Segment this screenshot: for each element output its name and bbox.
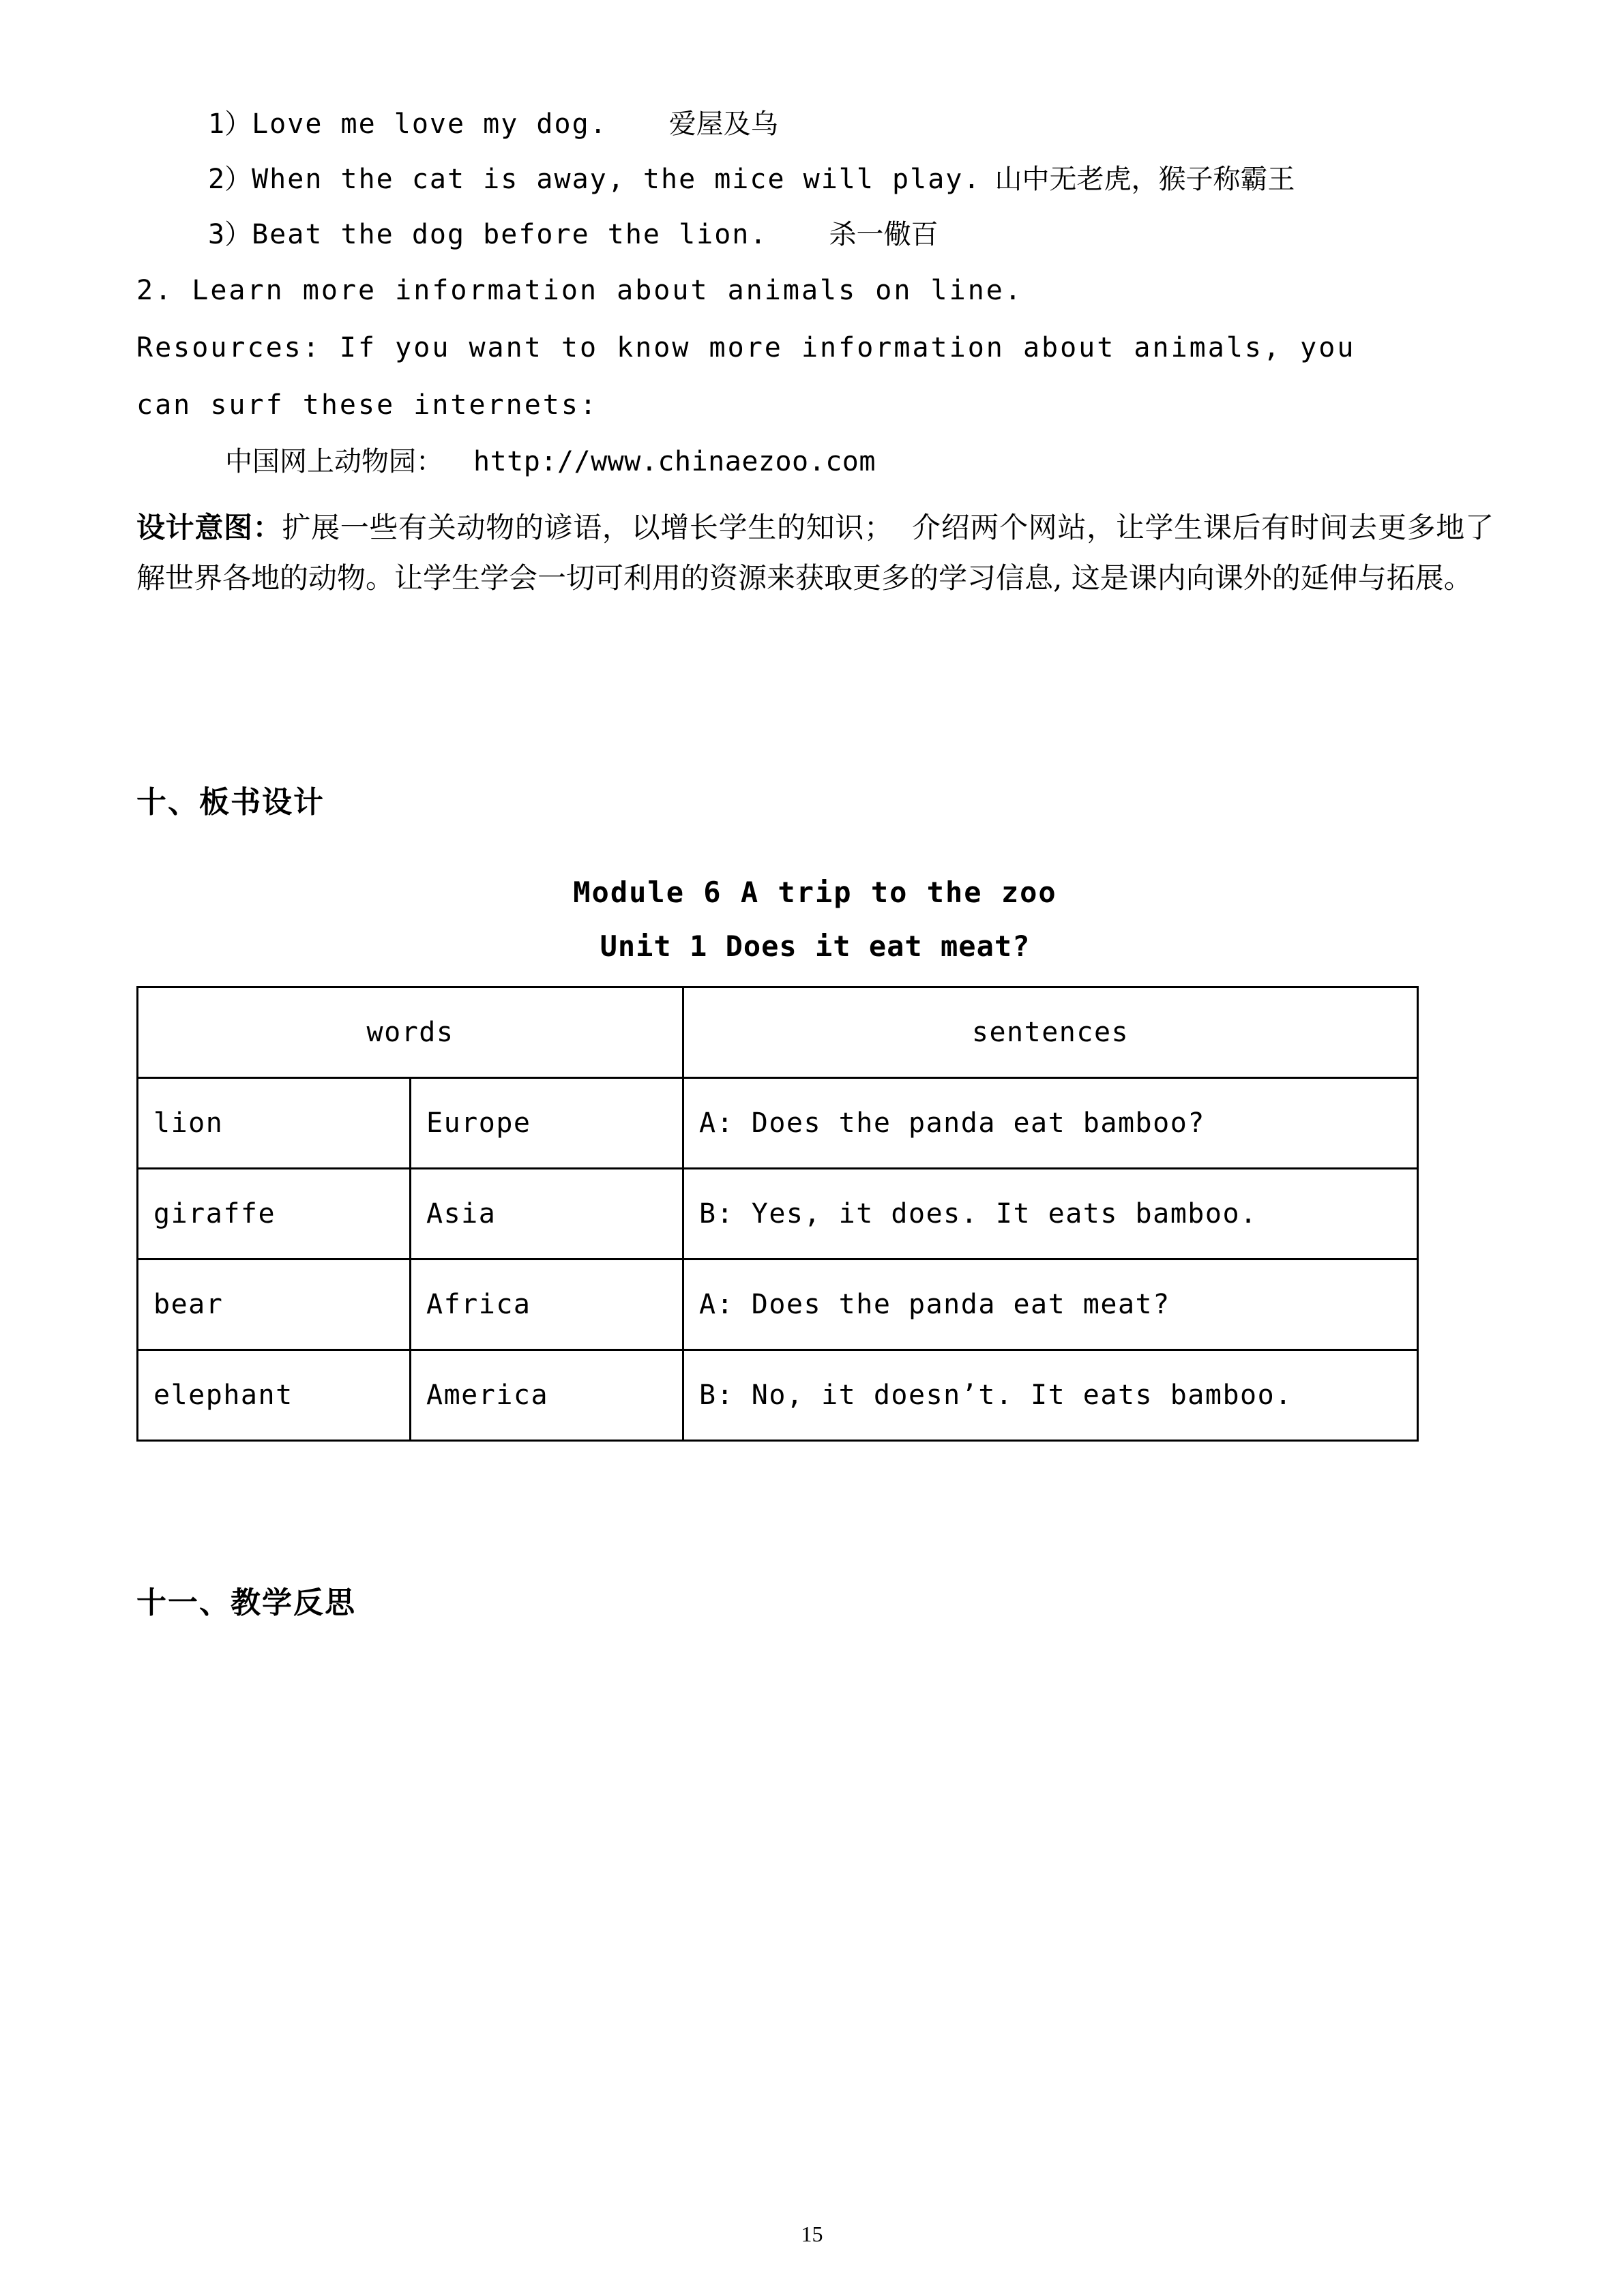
table-header-row <box>138 987 1418 1078</box>
proverb-item-1 <box>136 102 1494 141</box>
proverb-english: When the cat is away, the mice will play. <box>252 164 981 195</box>
cell-place: Asia <box>411 1169 683 1259</box>
cell-sentence: B: Yes, it does. It eats bamboo. <box>683 1169 1418 1259</box>
section-heading-ten: 十、板书设计 <box>136 785 325 820</box>
proverb-number: 1） <box>208 108 252 140</box>
proverb-chinese: 爱屋及乌 <box>668 108 778 140</box>
proverb-item-3 <box>136 213 1494 252</box>
website-name: 中国网上动物园： <box>225 446 443 477</box>
board-subtitle: Unit 1 Does it eat meat? <box>600 929 1031 963</box>
cell-word: giraffe <box>138 1169 411 1259</box>
proverb-chinese: 山中无老虎，猴子称霸王 <box>994 164 1295 195</box>
board-design-table <box>136 986 1419 1442</box>
proverb-chinese: 杀一儆百 <box>829 219 939 250</box>
table-header-words: words <box>138 987 683 1078</box>
task-2-line: 2. Learn more information about animals on line. <box>136 275 1023 306</box>
cell-word: elephant <box>138 1350 411 1441</box>
website-url[interactable]: http://www.chinaezoo.com <box>473 446 876 477</box>
resources-line-2: can surf these internets: <box>136 389 599 421</box>
proverb-number: 3） <box>208 219 252 250</box>
proverb-english: Love me love my dog. <box>252 108 608 140</box>
design-intent-body: 扩展一些有关动物的谚语，以增长学生的知识； 介绍两个网站，让学生课后有时间去更多地了解世界各地的动物。让学生学会一切可利用的资源来获取更多的学习信息, 这是课内向课外的延伸与拓展。 <box>136 511 1494 595</box>
proverb-english: Beat the dog before the lion. <box>252 219 768 250</box>
cell-place: America <box>411 1350 683 1441</box>
resources-line-1: Resources: If you want to know more information about animals, you <box>136 332 1356 363</box>
proverb-number: 2） <box>208 164 252 195</box>
cell-word: bear <box>138 1259 411 1350</box>
cell-place: Africa <box>411 1259 683 1350</box>
cell-sentence: B: No, it doesn’t. It eats bamboo. <box>683 1350 1418 1441</box>
table-row <box>138 1350 1418 1441</box>
cell-place: Europe <box>411 1078 683 1169</box>
page-number: 15 <box>801 2222 823 2246</box>
table-row <box>138 1259 1418 1350</box>
design-intent-paragraph <box>136 503 1494 603</box>
website-line <box>136 440 1494 483</box>
board-title: Module 6 A trip to the zoo <box>573 876 1057 909</box>
section-heading-eleven: 十一、教学反思 <box>136 1585 356 1620</box>
table-row <box>138 1169 1418 1259</box>
cell-sentence: A: Does the panda eat meat? <box>683 1259 1418 1350</box>
cell-sentence: A: Does the panda eat bamboo? <box>683 1078 1418 1169</box>
proverb-item-2 <box>136 158 1494 196</box>
table-row <box>138 1078 1418 1169</box>
cell-word: lion <box>138 1078 411 1169</box>
table-header-sentences: sentences <box>683 987 1418 1078</box>
page-content <box>136 102 1494 1622</box>
design-intent-label: 设计意图： <box>136 511 282 544</box>
